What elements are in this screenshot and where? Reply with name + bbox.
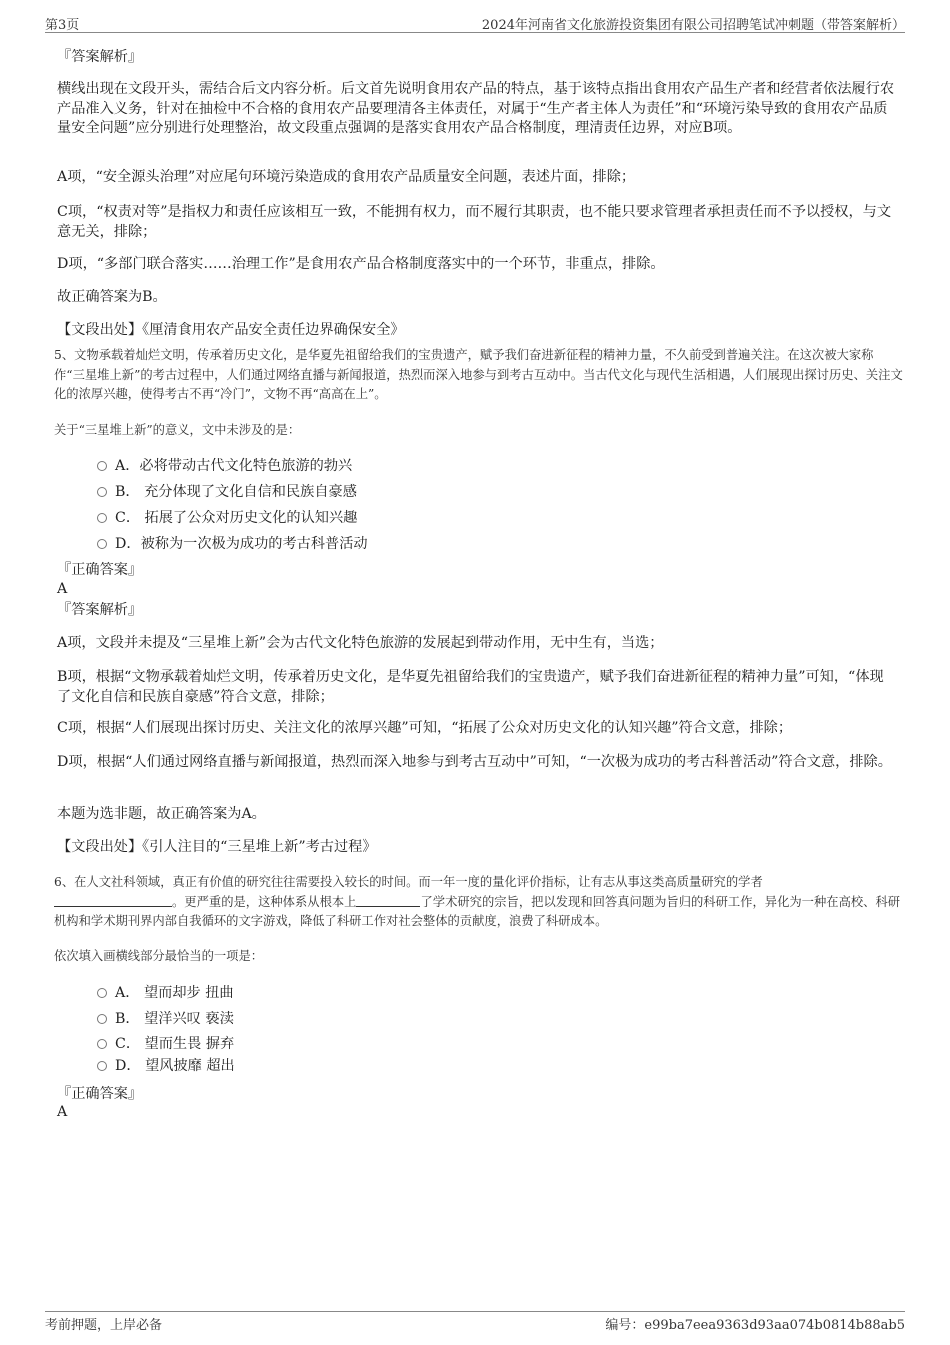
q6-option-c-label: C． 望而生畏 摒弃 (115, 1036, 235, 1052)
q6-question: 依次填入画横线部分最恰当的一项是： (54, 949, 264, 963)
q5-analysis-option-b: B项，根据“文物承载着灿烂文明，传承着历史文化，是华夏先祖留给我们的宝贵遗产，赋予我们奋进新征程的精神力量”可知，“体现了文化自信和民族自豪感”符合文意，排除； (57, 669, 884, 705)
header-divider (45, 32, 905, 33)
q5-analysis-option-d: D项，根据“人们通过网络直播与新闻报道，热烈而深入地参与到考古互动中”可知，“一次极为成功的考古科普活动”符合文意，排除。 (57, 754, 892, 770)
fill-blank-2 (356, 894, 420, 907)
q5-option-c[interactable] (97, 508, 357, 528)
q5-conclusion: 本题为选非题，故正确答案为A。 (57, 806, 266, 822)
radio-icon[interactable] (97, 988, 107, 998)
q5-option-b[interactable] (97, 482, 357, 502)
radio-icon[interactable] (97, 461, 107, 471)
q5-option-d-label: D．被称为一次极为成功的考古科普活动 (115, 536, 368, 552)
fill-blank-1 (54, 894, 172, 907)
radio-icon[interactable] (97, 1061, 107, 1071)
document-title: 2024年河南省文化旅游投资集团有限公司招聘笔试冲刺题（带答案解析） (481, 18, 905, 33)
q4-analysis-option-c: C项，“权责对等”是指权力和责任应该相互一致，不能拥有权力，而不履行其职责，也不能只要求管理者承担责任而不予以授权，与文意无关，排除； (57, 204, 892, 240)
q5-question: 关于“三星堆上新”的意义，文中未涉及的是： (54, 423, 301, 437)
radio-icon[interactable] (97, 487, 107, 497)
q5-stem: 5、文物承载着灿烂文明，传承着历史文化，是华夏先祖留给我们的宝贵遗产，赋予我们奋进新征程的精神力量，不久前受到普遍关注。在这次被大家称作“三星堆上新”的考古过程中，人们通过网络直播与新闻报道，热烈而深入地参与到考古互动中。当古代文化与现代生活相遇，人们展现出探讨历史、关注文化的浓厚兴趣，使得考古不再“冷门”，文物不再“高高在上”。 (54, 348, 903, 401)
radio-icon[interactable] (97, 539, 107, 549)
q4-analysis-option-a: A项，“安全源头治理”对应尾句环境污染造成的食用农产品质量安全问题，表述片面，排除； (57, 169, 636, 185)
radio-icon[interactable] (97, 513, 107, 523)
q4-source: 【文段出处】《厘清食用农产品安全责任边界确保安全》 (57, 322, 405, 338)
q5-option-b-label: B． 充分体现了文化自信和民族自豪感 (115, 484, 357, 500)
footer-divider (45, 1311, 905, 1312)
q6-option-a[interactable] (97, 983, 234, 1003)
document-id: 编号：e99ba7eea9363d93aa074b0814b88ab5 (605, 1318, 905, 1333)
q6-option-d-label: D． 望风披靡 超出 (115, 1058, 235, 1074)
radio-icon[interactable] (97, 1014, 107, 1024)
page-number: 第3页 (45, 18, 80, 33)
q5-option-a[interactable] (97, 456, 352, 476)
q4-conclusion: 故正确答案为B。 (57, 289, 167, 305)
q6-stem (54, 873, 904, 932)
q6-option-a-label: A． 望而却步 扭曲 (115, 985, 234, 1001)
q6-stem-part-3: 了学术研究的宗旨，把以发现和回答真问题为旨归的科研工作，异化为一种在高校、科研机构和学术期刊界内部自我循环的文字游戏，降低了科研工作对社会整体的贡献度，浪费了科研成本。 (54, 894, 901, 928)
q6-option-b[interactable] (97, 1009, 234, 1029)
q4-analysis-option-d: D项，“多部门联合落实……治理工作”是食用农产品合格制度落实中的一个环节，非重点，排除。 (57, 256, 665, 272)
q6-answer: A (57, 1104, 68, 1120)
q5-option-a-label: A．必将带动古代文化特色旅游的勃兴 (115, 458, 353, 474)
q5-analysis-label: 『答案解析』 (57, 602, 143, 618)
q4-analysis-label: 『答案解析』 (57, 49, 143, 65)
footer-slogan: 考前押题，上岸必备 (45, 1318, 163, 1333)
q5-answer-label: 『正确答案』 (57, 562, 143, 578)
q6-option-b-label: B． 望洋兴叹 亵渎 (115, 1011, 234, 1027)
q5-analysis-option-c: C项，根据“人们展现出探讨历史、关注文化的浓厚兴趣”可知，“拓展了公众对历史文化的认知兴趣”符合文意，排除； (57, 720, 793, 736)
q5-answer: A (57, 581, 68, 597)
q6-stem-part-1: 6、在人文社科领域，真正有价值的研究往往需要投入较长的时间。而一年一度的量化评价指标，让有志从事这类高质量研究的学者 (54, 875, 763, 889)
q5-option-d[interactable] (97, 534, 368, 554)
radio-icon[interactable] (97, 1039, 107, 1049)
q6-stem-part-2: 。更严重的是，这种体系从根本上 (172, 894, 357, 909)
q5-source: 【文段出处】《引人注目的“三星堆上新”考古过程》 (57, 839, 377, 855)
q6-answer-label: 『正确答案』 (57, 1086, 143, 1102)
q6-option-c[interactable] (97, 1034, 234, 1054)
q5-analysis-option-a: A项，文段并未提及“三星堆上新”会为古代文化特色旅游的发展起到带动作用，无中生有，当选； (57, 635, 664, 651)
q6-option-d[interactable] (97, 1056, 235, 1076)
q4-analysis-paragraph: 横线出现在文段开头，需结合后文内容分析。后文首先说明食用农产品的特点，基于该特点指出食用农产品生产者和经营者依法履行农产品准入义务，针对在抽检中不合格的食用农产品要理清各主体责任，对属于“生产者主体人为责任”和“环境污染导致的食用农产品质量安全问题”应分别进行处理整治，故文段重点强调的是落实食用农产品合格制度，理清责任边界，对应B项。 (57, 81, 895, 136)
q5-option-c-label: C． 拓展了公众对历史文化的认知兴趣 (115, 510, 358, 526)
